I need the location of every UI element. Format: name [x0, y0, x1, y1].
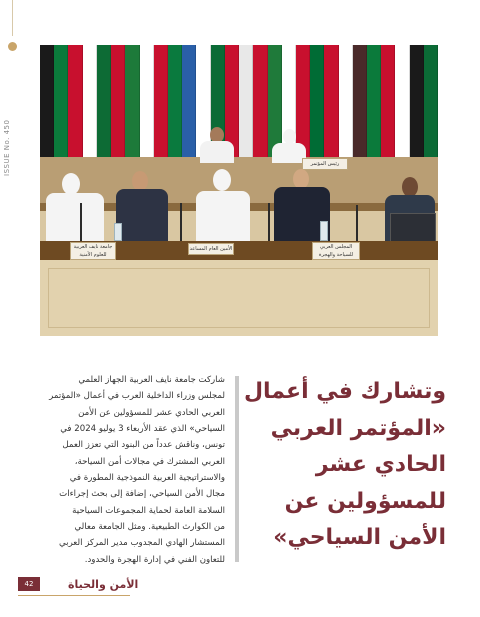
body-line: شاركت جامعة نايف العربية الجهاز العلمي	[78, 375, 225, 385]
flag	[168, 45, 182, 157]
body-line: والاستراتيجية العربية النموذجية المطورة في	[69, 473, 225, 484]
flag	[125, 45, 139, 157]
magazine-name: الأمن والحياة	[68, 578, 139, 591]
nameplate-front-left: جامعة نايف العربية للعلوم الأمنية	[70, 242, 116, 260]
sidebar-ornament-icon	[8, 42, 17, 51]
flag	[97, 45, 111, 157]
flag	[410, 45, 424, 157]
title-accent-bar	[235, 376, 239, 562]
title-line: وتشارك في أعمال	[243, 379, 446, 404]
front-panel	[40, 260, 438, 336]
attendee-head	[62, 173, 80, 195]
page-number: 42	[18, 577, 40, 591]
flag	[239, 45, 253, 157]
flag	[68, 45, 82, 157]
body-line: لمجلس وزراء الداخلية العرب في أعمال «المؤتمر	[49, 391, 225, 402]
flag	[154, 45, 168, 157]
title-line: الأمن السياحي»	[273, 525, 446, 550]
flag	[253, 45, 267, 157]
body-line: تونس، وناقش عدداً من البنود التي تعزز العمل	[62, 440, 225, 451]
conference-photo	[40, 45, 438, 336]
flag	[395, 45, 409, 157]
sidebar-rule	[12, 0, 13, 36]
nameplate-front-center: الأمين العام المساعد	[188, 243, 234, 255]
microphone	[268, 203, 270, 241]
body-line: العربي المشترك في مجالات أمن السياحة،	[74, 456, 225, 467]
issue-number: ISSUE No. 450	[3, 119, 11, 177]
body-line: مجال الأمن السياحي، إضافة إلى بحث إجراءات	[59, 489, 225, 500]
flag	[310, 45, 324, 157]
attendee	[46, 193, 104, 243]
flag	[268, 45, 282, 157]
title-line: للمسؤولين عن	[284, 488, 446, 514]
attendee-head	[132, 171, 148, 191]
flag	[40, 45, 54, 157]
flag	[54, 45, 68, 157]
flag	[182, 45, 196, 157]
flag	[424, 45, 438, 157]
flag	[140, 45, 154, 157]
flag-row	[40, 45, 438, 157]
flag	[353, 45, 367, 157]
water-bottle	[114, 223, 122, 241]
microphone	[80, 203, 82, 241]
issue-sidebar	[0, 0, 25, 617]
attendee-head	[213, 169, 231, 191]
attendee-head	[402, 177, 418, 197]
flag	[296, 45, 310, 157]
flag	[367, 45, 381, 157]
attendee	[200, 141, 234, 163]
water-bottle	[320, 221, 328, 241]
flag	[324, 45, 338, 157]
body-line: السلامة العامة لحماية المجموعات السياحية	[72, 505, 225, 516]
flag	[83, 45, 97, 157]
microphone	[356, 205, 358, 241]
title-line: «المؤتمر العربي	[270, 415, 446, 441]
body-line: السياحي» الذي عقد الأربعاء 3 يوليو 2024 في	[60, 424, 225, 435]
body-line: للتعاون الفني في إدارة الهجرة والحدود.	[84, 554, 225, 565]
body-line: العربي الحادي عشر للمسؤولين عن الأمن	[78, 407, 225, 418]
article-title	[243, 374, 446, 557]
body-line: من الكوارث الطبيعية. ومثل الجامعة معالي	[74, 522, 225, 533]
attendee-head	[293, 169, 309, 189]
article-body	[40, 372, 225, 568]
attendee	[196, 191, 250, 243]
nameplate-back-center: رئيس المؤتمر	[302, 158, 348, 170]
nameplate-front-right: المجلس العربي للسياحة والهجرة	[312, 242, 360, 260]
flag	[381, 45, 395, 157]
attendee	[116, 189, 168, 243]
microphone	[180, 203, 182, 241]
title-line: الحادي عشر	[315, 452, 446, 477]
flag	[339, 45, 353, 157]
footer-rule	[18, 595, 130, 596]
attendee-head	[283, 129, 296, 144]
flag	[111, 45, 125, 157]
attendee	[272, 143, 306, 163]
body-line: المستشار الهادي المجدوب مدير المركز العربي	[59, 538, 225, 549]
